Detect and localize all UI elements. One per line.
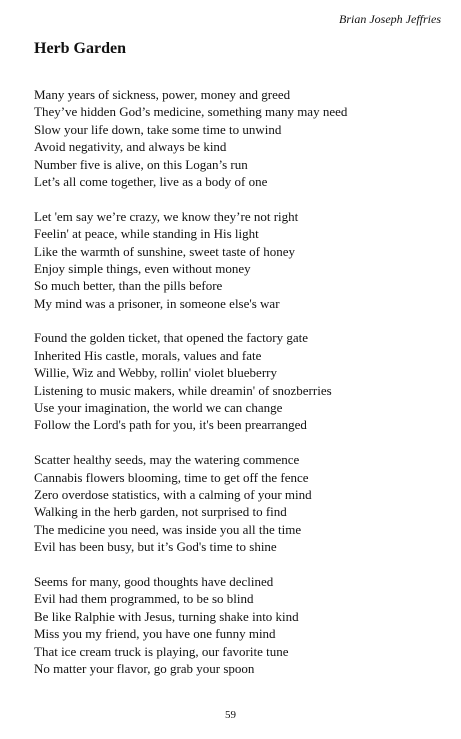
stanza-3 xyxy=(34,329,444,433)
poem-line: Listening to music makers, while dreamin' of snozberries xyxy=(34,382,332,398)
poem-line: Scatter healthy seeds, may the watering commence xyxy=(34,452,300,468)
poem-line: Found the golden ticket, that opened the factory gate xyxy=(34,330,308,346)
poem-line: So much better, than the pills before xyxy=(34,278,223,294)
poem-line: Walking in the herb garden, not surprised to find xyxy=(34,504,287,520)
stanza-4 xyxy=(34,451,444,555)
poem-line: Willie, Wiz and Webby, rollin' violet blueberry xyxy=(34,365,277,381)
poem-line: The medicine you need, was inside you all the time xyxy=(34,521,302,537)
poem-line: Let 'em say we’re crazy, we know they’re not right xyxy=(34,208,299,224)
poem-line: Evil had them programmed, to be so blind xyxy=(34,591,254,607)
poem-line: Seems for many, good thoughts have declined xyxy=(34,573,274,589)
poem-line: Zero overdose statistics, with a calming of your mind xyxy=(34,486,312,502)
poem-line: My mind was a prisoner, in someone else's war xyxy=(34,295,280,311)
running-header-author: Brian Joseph Jeffries xyxy=(339,12,441,26)
poem-body xyxy=(34,86,444,695)
poem-line: Miss you my friend, you have one funny mind xyxy=(34,626,276,642)
stanza-1 xyxy=(34,86,444,190)
poem-line: Use your imagination, the world we can change xyxy=(34,400,283,416)
poem-line: Number five is alive, on this Logan’s run xyxy=(34,156,248,172)
poem-line: Many years of sickness, power, money and greed xyxy=(34,87,291,102)
poem-line: Enjoy simple things, even without money xyxy=(34,260,251,276)
stanza-5 xyxy=(34,573,444,677)
poem-line: No matter your flavor, go grab your spoon xyxy=(34,660,255,676)
poem-line: Inherited His castle, morals, values and fate xyxy=(34,347,262,363)
poem-line: That ice cream truck is playing, our favorite tune xyxy=(34,643,289,659)
poem-line: Follow the Lord's path for you, it's been prearranged xyxy=(34,417,307,433)
poem-line: Evil has been busy, but it’s God's time to shine xyxy=(34,539,277,555)
poem-line: Cannabis flowers blooming, time to get off the fence xyxy=(34,469,309,485)
poem-line: Feelin' at peace, while standing in His light xyxy=(34,226,259,242)
poem-line: Be like Ralphie with Jesus, turning shake into kind xyxy=(34,608,299,624)
poem-title: Herb Garden xyxy=(34,40,126,57)
poem-line: Let’s all come together, live as a body of one xyxy=(34,173,268,189)
page-number: 59 xyxy=(225,709,236,721)
poem-line: They’ve hidden God’s medicine, something many may need xyxy=(34,104,348,120)
poem-line: Avoid negativity, and always be kind xyxy=(34,139,227,155)
stanza-2 xyxy=(34,208,444,312)
poem-line: Like the warmth of sunshine, sweet taste of honey xyxy=(34,243,296,259)
poem-line: Slow your life down, take some time to unwind xyxy=(34,121,282,137)
